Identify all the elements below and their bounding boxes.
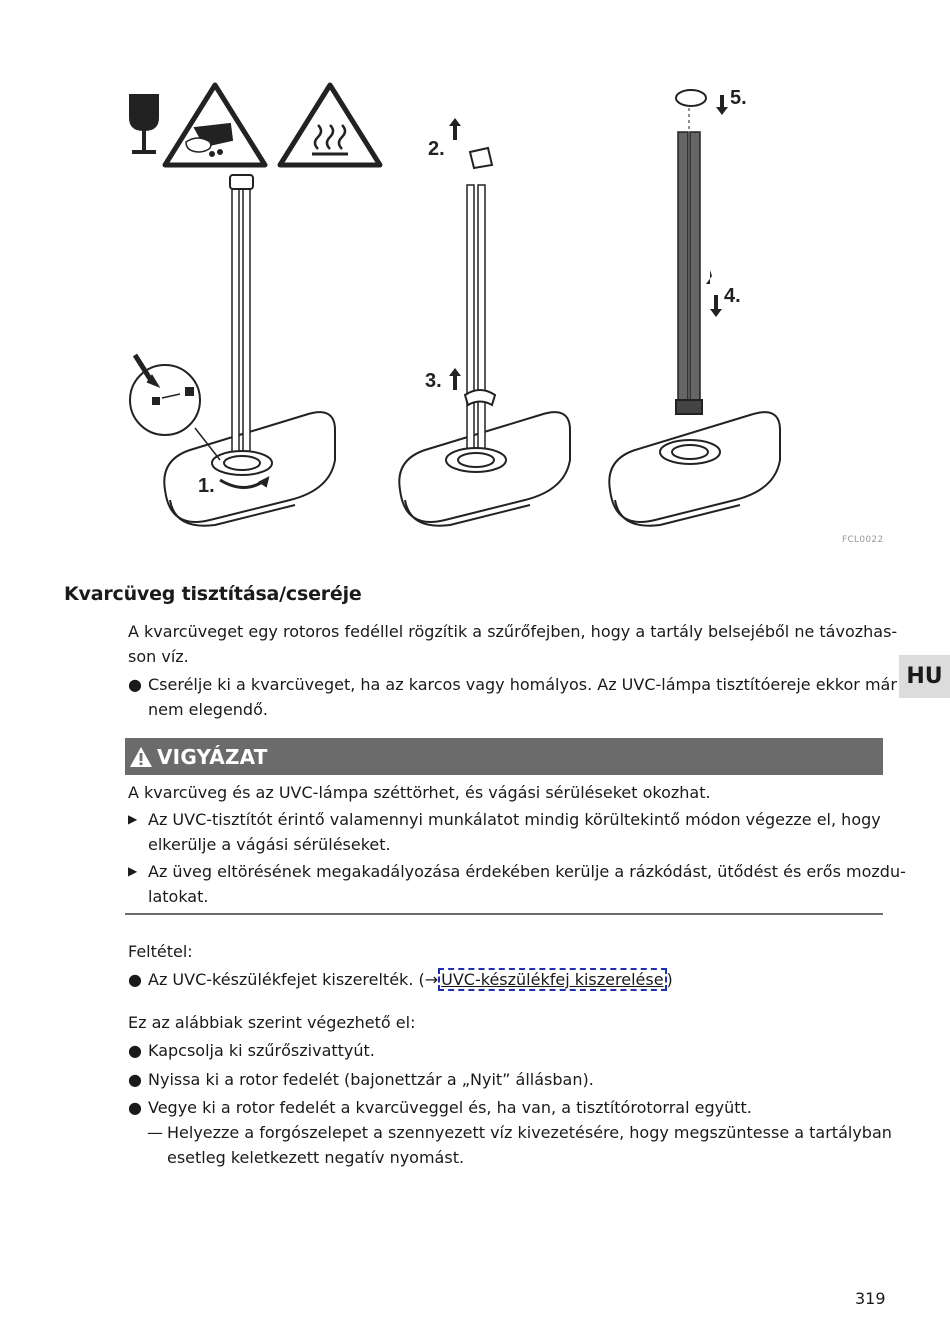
unit-3 [609, 90, 780, 526]
unit-1 [130, 175, 335, 526]
condition-close: ) [666, 970, 673, 989]
cross-reference-arrow: → [424, 970, 439, 989]
bullet-dot: ● [128, 1070, 142, 1089]
condition-label: Feltétel: [128, 942, 193, 961]
bullet-dot: ● [128, 675, 142, 694]
warning-hand-icon [165, 85, 265, 165]
step-2-label: 2. [428, 138, 445, 160]
dash-bullet: — [147, 1123, 163, 1142]
intro-line-2: son víz. [128, 647, 189, 666]
warning-bottom-rule [125, 913, 883, 915]
page-number: 319 [855, 1289, 886, 1308]
step-1-label: 1. [198, 475, 215, 497]
intro-bullet [128, 672, 897, 722]
procedure-step-2-text: Nyissa ki a rotor fedelét (bajonettzár a „Nyit” állásban). [148, 1070, 594, 1089]
unit-2 [399, 118, 570, 526]
procedure-step-2 [128, 1067, 594, 1092]
fragile-glass-icon [130, 95, 158, 152]
procedure-step-3-text: Vegye ki a rotor fedelét a kvarcüveggel és, ha van, a tisztítórotorral együtt. [148, 1098, 752, 1117]
warning-header [125, 738, 883, 775]
warning-triangle-icon [129, 746, 153, 768]
warning-item-1-line-2: elkerülje a vágási sérüléseket. [148, 835, 391, 854]
warning-item-1-line-1: Az UVC-tisztítót érintő valamennyi munkálatot mindig körültekintő módon végezze el, hogy [148, 810, 881, 829]
bullet-dot: ● [128, 1098, 142, 1117]
warning-title: VIGYÁZAT [157, 744, 268, 769]
hot-surface-icon [280, 85, 380, 165]
warning-item-2 [128, 859, 906, 909]
step-4-label: 4. [724, 285, 741, 307]
step-3-label: 3. [425, 370, 442, 392]
bullet-dot: ● [128, 970, 142, 989]
warning-item-2-line-2: latokat. [148, 887, 209, 906]
intro-line-1: A kvarcüveget egy rotoros fedéllel rögzítik a szűrőfejben, hogy a tartály belsejéből ne távozhas- [128, 622, 898, 641]
intro-bullet-line-2: nem elegendő. [148, 700, 268, 719]
procedure-step-1 [128, 1038, 375, 1063]
procedure-step-1-text: Kapcsolja ki szűrőszivattyút. [148, 1041, 375, 1060]
procedure-substep-line-1: Helyezze a forgószelepet a szennyezett víz kivezetésére, hogy megszüntesse a tartályban [167, 1123, 892, 1142]
illustration-quartz-replacement [120, 80, 890, 550]
cross-reference-link[interactable]: UVC-készülékfej kiszerelése [438, 968, 666, 991]
language-tab: HU [899, 655, 950, 698]
condition-bullet [128, 967, 673, 992]
procedure-substep-line-2: esetleg keletkezett negatív nyomást. [167, 1148, 465, 1167]
intro-bullet-line-1: Cserélje ki a kvarcüveget, ha az karcos vagy homályos. Az UVC-lámpa tisztítóereje ekkor már [148, 675, 897, 694]
warning-item-2-line-1: Az üveg eltörésének megakadályozása érdekében kerülje a rázkódást, ütődést és erős mozdu- [148, 862, 906, 881]
procedure-substep [147, 1120, 892, 1170]
arrow-bullet-icon: ▶ [128, 864, 138, 878]
procedure-intro: Ez az alábbiak szerint végezhető el: [128, 1013, 416, 1032]
warning-text: A kvarcüveg és az UVC-lámpa széttörhet, és vágási sérüléseket okozhat. [128, 783, 711, 802]
procedure-step-3 [128, 1095, 752, 1120]
bullet-dot: ● [128, 1041, 142, 1060]
step-5-label: 5. [730, 87, 747, 109]
section-title: Kvarcüveg tisztítása/cseréje [64, 583, 362, 605]
condition-text: Az UVC-készülékfejet kiszerelték. ( [148, 970, 425, 989]
warning-item-1 [128, 807, 881, 857]
arrow-bullet-icon: ▶ [128, 812, 138, 826]
figure-code: FCL0022 [842, 535, 884, 545]
